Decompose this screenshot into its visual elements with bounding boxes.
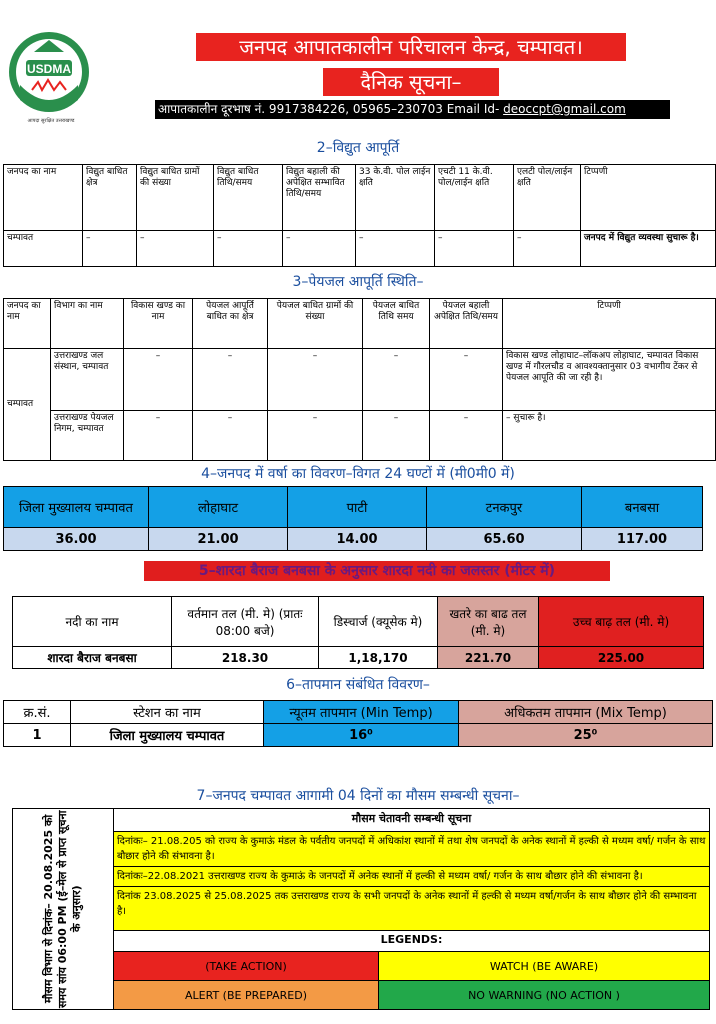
rain-value: 36.00 <box>4 528 149 551</box>
power-header: विद्युत बहाली की अपेक्षित सम्भावित तिथि/समय <box>283 165 356 231</box>
section3-title: 3–पेयजल आपूर्ति स्थिति– <box>292 274 424 290</box>
weather-source-label: मौसम विभाग से दिनांक– 20.08.2025 को समय सांय 06:00 PM (ई–मेल से प्राप्त सूचना के अनुसार) <box>42 810 83 1008</box>
power-cell: – <box>83 231 137 267</box>
warning-box-title: मौसम चेतावनी सम्बन्धी सूचना <box>114 809 710 832</box>
temp-header: स्टेशन का नाम <box>71 701 264 724</box>
power-cell: – <box>356 231 435 267</box>
water-header: पेयजल बहाली अपेक्षित तिथि/समय <box>430 299 503 349</box>
legend-take-action: (TAKE ACTION) <box>114 952 379 981</box>
water-header: पेयजल बाधित ग्रामों की संख्या <box>268 299 363 349</box>
power-remark: जनपद में विद्युत व्यवस्था सुचारू है। <box>581 231 716 267</box>
water-cell: – <box>430 349 503 411</box>
contact-line <box>155 100 670 119</box>
temp-min: 16⁰ <box>264 724 459 747</box>
water-district: चम्पावत <box>4 349 51 461</box>
phone-text: आपातकालीन दूरभाष नं. 9917384226, 05965–230703 Email Id- <box>158 102 504 116</box>
rain-value: 117.00 <box>582 528 703 551</box>
email-link[interactable]: deoccpt@gmail.com <box>503 102 626 116</box>
power-header: एचटी 11 के.वी. पोल/लाईन क्षति <box>435 165 514 231</box>
section7-title: 7–जनपद चम्पावत आगामी 04 दिनों का मौसम सम्बन्धी सूचना– <box>196 788 520 804</box>
temp-header: क्र.सं. <box>4 701 71 724</box>
usdma-logo <box>6 30 92 120</box>
power-cell: – <box>435 231 514 267</box>
river-table <box>12 596 704 669</box>
river-header: डिस्चार्ज (क्यूसेक मे) <box>319 597 438 647</box>
rain-value: 21.00 <box>149 528 288 551</box>
warning-day1: दिनांकः– 21.08.205 को राज्य के कुमाऊं मंडल के पर्वतीय जनपदों में अधिकांश स्थानों में तथा शेष जनपदों के अनेक स्थानों में हल्की से मध्यम वर्षा/ गर्जन के साथ बौछार होने की संभावना है। <box>114 832 709 867</box>
legends-title: LEGENDS: <box>114 931 710 952</box>
page-subtitle: दैनिक सूचना– <box>323 68 499 96</box>
water-cell: – <box>193 411 268 461</box>
power-header: टिप्पणी <box>581 165 716 231</box>
water-cell: – <box>430 411 503 461</box>
power-cell: – <box>137 231 214 267</box>
river-header-danger: खतरे का बाढ तल (मी. मे) <box>438 597 539 647</box>
section5-title: 5–शारदा बैराज बनबसा के अनुसार शारदा नदी का जलस्तर (मीटर में) <box>144 561 610 581</box>
temp-header-min: न्यूतम तापमान (Min Temp) <box>264 701 459 724</box>
section4-title: 4–जनपद में वर्षा का विवरण–विगत 24 घण्टों में (मी0मी0 में) <box>201 466 515 482</box>
water-dept: उत्तराखण्ड पेयजल निगम, चम्पावत <box>51 411 124 461</box>
water-header: पेयजल बाधित तिथि समय <box>363 299 430 349</box>
legend-no-warning: NO WARNING (NO ACTION ) <box>379 981 710 1010</box>
water-header: विभाग का नाम <box>51 299 124 349</box>
water-cell: – <box>124 411 193 461</box>
water-header: जनपद का नाम <box>4 299 51 349</box>
rainfall-table <box>3 486 703 551</box>
water-header: विकास खण्ड का नाम <box>124 299 193 349</box>
rain-value: 65.60 <box>427 528 582 551</box>
water-table <box>3 298 716 461</box>
river-discharge: 1,18,170 <box>319 647 438 669</box>
river-name: शारदा बैराज बनबसा <box>13 647 172 669</box>
power-header: एलटी पोल/लाईन क्षति <box>514 165 581 231</box>
power-header: विद्युत बाधित ग्रामों की संख्या <box>137 165 214 231</box>
page-title: जनपद आपातकालीन परिचालन केन्द्र, चम्पावत। <box>196 33 626 61</box>
water-cell: – <box>268 411 363 461</box>
power-table <box>3 164 716 267</box>
weather-source-cell <box>13 809 114 1010</box>
weather-table <box>12 808 710 1010</box>
warning-day3: दिनांक 23.08.2025 से 25.08.2025 तक उत्तराखण्ड राज्य के सभी जनपदों के अनेक स्थानों में हल्की से मध्यम वर्षा/गर्जन के साथ बौछार होने की सम्भावना है। <box>117 891 697 917</box>
section2-title: 2–विद्युत आपूर्ति <box>316 140 400 156</box>
river-high-level: 225.00 <box>539 647 704 669</box>
water-cell: – <box>193 349 268 411</box>
temp-max: 25⁰ <box>459 724 713 747</box>
water-dept: उत्तराखण्ड जल संस्थान, चम्पावत <box>51 349 124 411</box>
river-header: वर्तमान तल (मी. मे) (प्रातः 08:00 बजे) <box>172 597 319 647</box>
river-header: नदी का नाम <box>13 597 172 647</box>
temperature-table <box>3 700 713 747</box>
water-cell: – <box>363 349 430 411</box>
rain-value: 14.00 <box>288 528 427 551</box>
section6-title: 6–तापमान संबंधित विवरण– <box>286 677 430 693</box>
water-cell: – <box>124 349 193 411</box>
temp-serial: 1 <box>4 724 71 747</box>
warning-list <box>114 832 710 931</box>
water-header: पेयजल आपूर्ति बाधित का क्षेत्र <box>193 299 268 349</box>
river-level: 218.30 <box>172 647 319 669</box>
rain-station: लोहाघाट <box>149 487 288 528</box>
power-header: 33 के.वी. पोल लाईन क्षति <box>356 165 435 231</box>
rain-station: पाटी <box>288 487 427 528</box>
temp-station: जिला मुख्यालय चम्पावत <box>71 724 264 747</box>
logo-text: USDMA <box>27 62 71 76</box>
river-header-high: उच्च बाढ़ तल (मी. मे) <box>539 597 704 647</box>
rain-station: टनकपुर <box>427 487 582 528</box>
power-header: विद्युत बाधित तिथि/समय <box>214 165 283 231</box>
power-cell: चम्पावत <box>4 231 83 267</box>
power-cell: – <box>514 231 581 267</box>
river-danger-level: 221.70 <box>438 647 539 669</box>
logo-tagline: आपदा सुरक्षित उत्तराखण्ड <box>27 118 75 124</box>
legend-alert: ALERT (BE PREPARED) <box>114 981 379 1010</box>
power-header: विद्युत बाधित क्षेत्र <box>83 165 137 231</box>
water-cell: – <box>268 349 363 411</box>
water-header: टिप्पणी <box>503 299 716 349</box>
water-remark: – सुचारू है। <box>503 411 716 461</box>
power-cell: – <box>283 231 356 267</box>
water-remark: विकास खण्ड लोहाघाट–लॉकअप लोहाघाट, चम्पावत विकास खण्ड में गौरलचौड व आवश्यक्तानुसार 03 वभागीय टेंकर से पेयजल आपूति की जा रही है। <box>503 349 716 411</box>
power-cell: – <box>214 231 283 267</box>
temp-header-max: अधिकतम तापमान (Mix Temp) <box>459 701 713 724</box>
warning-day2: दिनांकः–22.08.2021 उत्तराखण्ड राज्य के कुमाऊं के जनपदों में अनेक स्थानों में हल्की से मध्यम वर्षा/ गर्जन के साथ बौछार होने की संभावना है। <box>114 867 709 887</box>
rain-station: जिला मुख्यालय चम्पावत <box>4 487 149 528</box>
legend-watch: WATCH (BE AWARE) <box>379 952 710 981</box>
power-header: जनपद का नाम <box>4 165 83 231</box>
rain-station: बनबसा <box>582 487 703 528</box>
water-cell: – <box>363 411 430 461</box>
